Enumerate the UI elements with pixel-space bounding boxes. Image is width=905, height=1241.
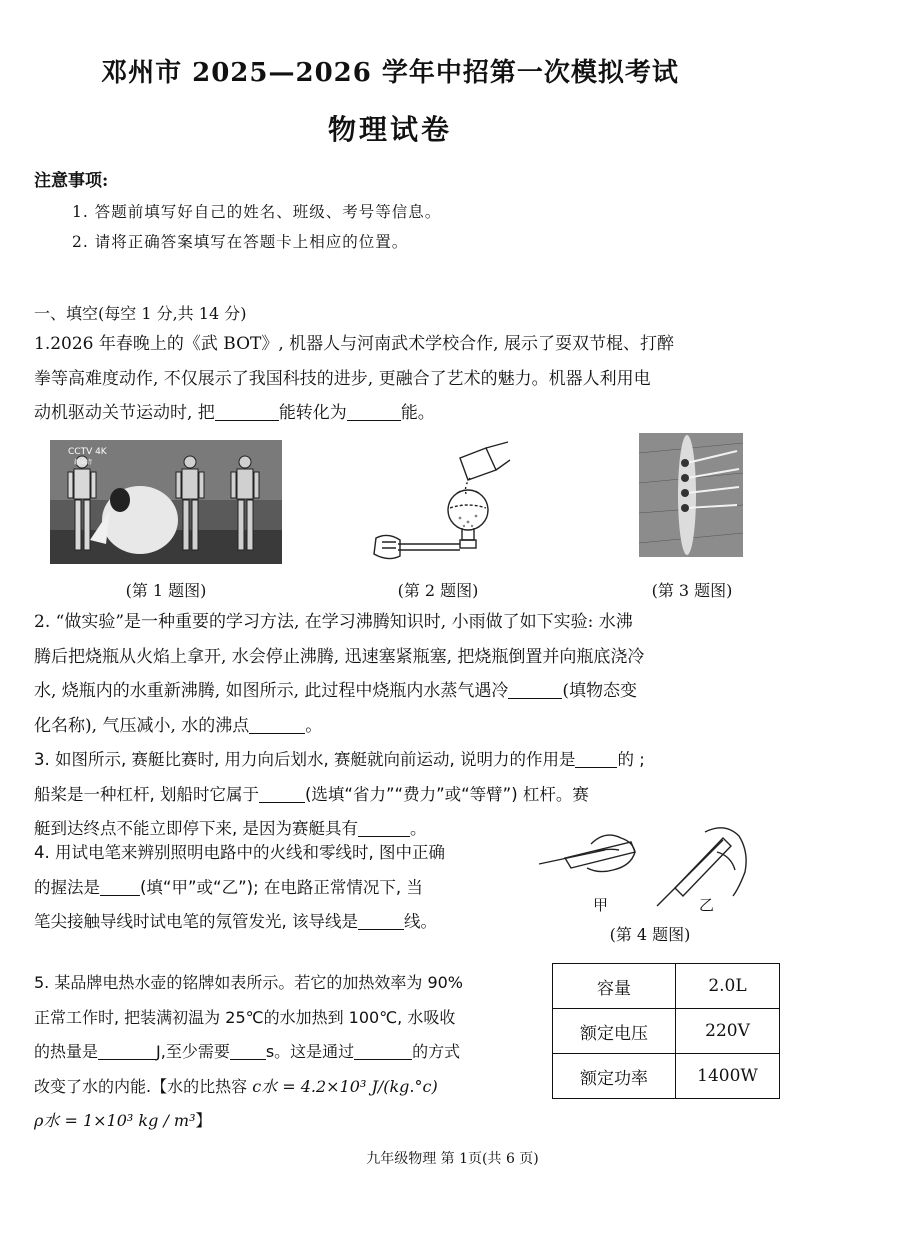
kettle-spec-table	[552, 963, 780, 1099]
q5-line-5: ρ水 = 1×10³ kg / m³】	[34, 1111, 212, 1130]
q5-line-2: 正常工作时, 把装满初温为 25℃的水加热到 100℃, 水吸收	[34, 1007, 456, 1027]
q1-line-3: 动机驱动关节运动时, 把 能转化为 能。	[34, 403, 435, 423]
answer-blank	[98, 1041, 156, 1060]
q2-line-3: 水, 烧瓶内的水重新沸腾, 如图所示, 此过程中烧瓶内水蒸气遇冷 (填物态变	[34, 681, 638, 701]
notice-heading: 注意事项:	[34, 171, 109, 191]
table-row	[553, 964, 780, 1009]
spec-label: 额定电压	[553, 1009, 676, 1054]
answer-blank	[358, 818, 410, 837]
spec-value: 2.0L	[676, 964, 780, 1009]
q5-line-3: 的热量是 J,至少需要 s。这是通过 的方式	[34, 1042, 461, 1061]
answer-blank	[215, 402, 279, 421]
question-2	[34, 605, 746, 743]
q3-line-3: 艇到达终点不能立即停下来, 是因为赛艇具有 。	[34, 819, 427, 838]
question-4	[34, 836, 526, 940]
q2-line-4: 化名称), 气压减小, 水的沸点 。	[34, 715, 323, 736]
tv-logo-sub: 超高清	[74, 459, 93, 466]
page-footer: 九年级物理 第 1页(共 6 页)	[366, 1151, 539, 1167]
q4-line-3: 笔尖接触导线时试电笔的氖管发光, 该导线是 线。	[34, 912, 437, 931]
answer-blank	[508, 680, 562, 699]
exam-title: 邓州市 2025—2026 学年中招第一次模拟考试	[101, 58, 679, 88]
figure-2-flask-diagram	[368, 440, 518, 565]
tv-logo: CCTV 4K	[68, 447, 107, 457]
answer-blank	[347, 402, 401, 421]
section-heading: 一、填空(每空 1 分,共 14 分)	[34, 304, 247, 323]
figure-1-caption: (第 1 题图)	[125, 581, 207, 600]
answer-blank	[354, 1041, 412, 1060]
q4-line-1: 4. 用试电笔来辨别照明电路中的火线和零线时, 图中正确	[34, 843, 445, 862]
answer-blank	[100, 877, 140, 896]
q5-line-4: 改变了水的内能.【水的比热容 c水 = 4.2×10³ J/(kg.°c)	[34, 1076, 438, 1096]
spec-label: 容量	[553, 964, 676, 1009]
notice-item-2: 2. 请将正确答案填写在答题卡上相应的位置。	[72, 233, 409, 251]
figure-1-robot-photo	[50, 440, 282, 564]
figure-3-caption: (第 3 题图)	[651, 581, 733, 600]
spec-label: 额定功率	[553, 1054, 676, 1099]
spec-value: 1400W	[676, 1054, 780, 1099]
notice-item-1: 1. 答题前填写好自己的姓名、班级、考号等信息。	[72, 203, 442, 221]
answer-blank	[575, 749, 617, 768]
q3-line-1: 3. 如图所示, 赛艇比赛时, 用力向后划水, 赛艇就向前运动, 说明力的作用是 的 ;	[34, 750, 645, 769]
label-yi: 乙	[699, 896, 715, 914]
q1-line-2: 拳等高难度动作, 不仅展示了我国科技的进步, 更融合了艺术的魅力。机器人利用电	[34, 368, 651, 389]
q2-line-2: 腾后把烧瓶从火焰上拿开, 水会停止沸腾, 迅速塞紧瓶塞, 把烧瓶倒置并向瓶底浇冷	[34, 646, 645, 667]
figure-4-test-pen-diagram	[535, 822, 750, 918]
spec-value: 220V	[676, 1009, 780, 1054]
question-5	[34, 966, 534, 1139]
label-jia: 甲	[593, 896, 609, 914]
table-row	[553, 1009, 780, 1054]
density-formula: ρ水 = 1×10³ kg / m³	[34, 1111, 196, 1130]
exam-subtitle: 物理试卷	[327, 113, 452, 146]
figure-3-rowing-photo	[639, 433, 743, 557]
figure-2-caption: (第 2 题图)	[397, 581, 479, 600]
question-1	[34, 327, 746, 431]
q5-line-1: 5. 某品牌电热水壶的铭牌如表所示。若它的加热效率为 90%	[34, 973, 464, 992]
answer-blank	[230, 1041, 266, 1060]
q4-line-2: 的握法是 (填“甲”或“乙”); 在电路正常情况下, 当	[34, 877, 423, 897]
figure-4-caption: (第 4 题图)	[609, 925, 691, 944]
q2-line-1: 2. “做实验”是一种重要的学习方法, 在学习沸腾知识时, 小雨做了如下实验: 水沸	[34, 612, 633, 632]
q1-line-1: 1.2026 年春晚上的《武 BOT》, 机器人与河南武术学校合作, 展示了耍双节棍、打醉	[34, 334, 674, 354]
table-row	[553, 1054, 780, 1099]
answer-blank	[358, 911, 404, 930]
answer-blank	[259, 784, 305, 803]
answer-blank	[249, 715, 305, 734]
specific-heat-formula: c水 = 4.2×10³ J/(kg.°c)	[252, 1076, 438, 1096]
q3-line-2: 船桨是一种杠杆, 划船时它属于 (选填“省力”“费力”或“等臂”) 杠杆。赛	[34, 784, 589, 804]
